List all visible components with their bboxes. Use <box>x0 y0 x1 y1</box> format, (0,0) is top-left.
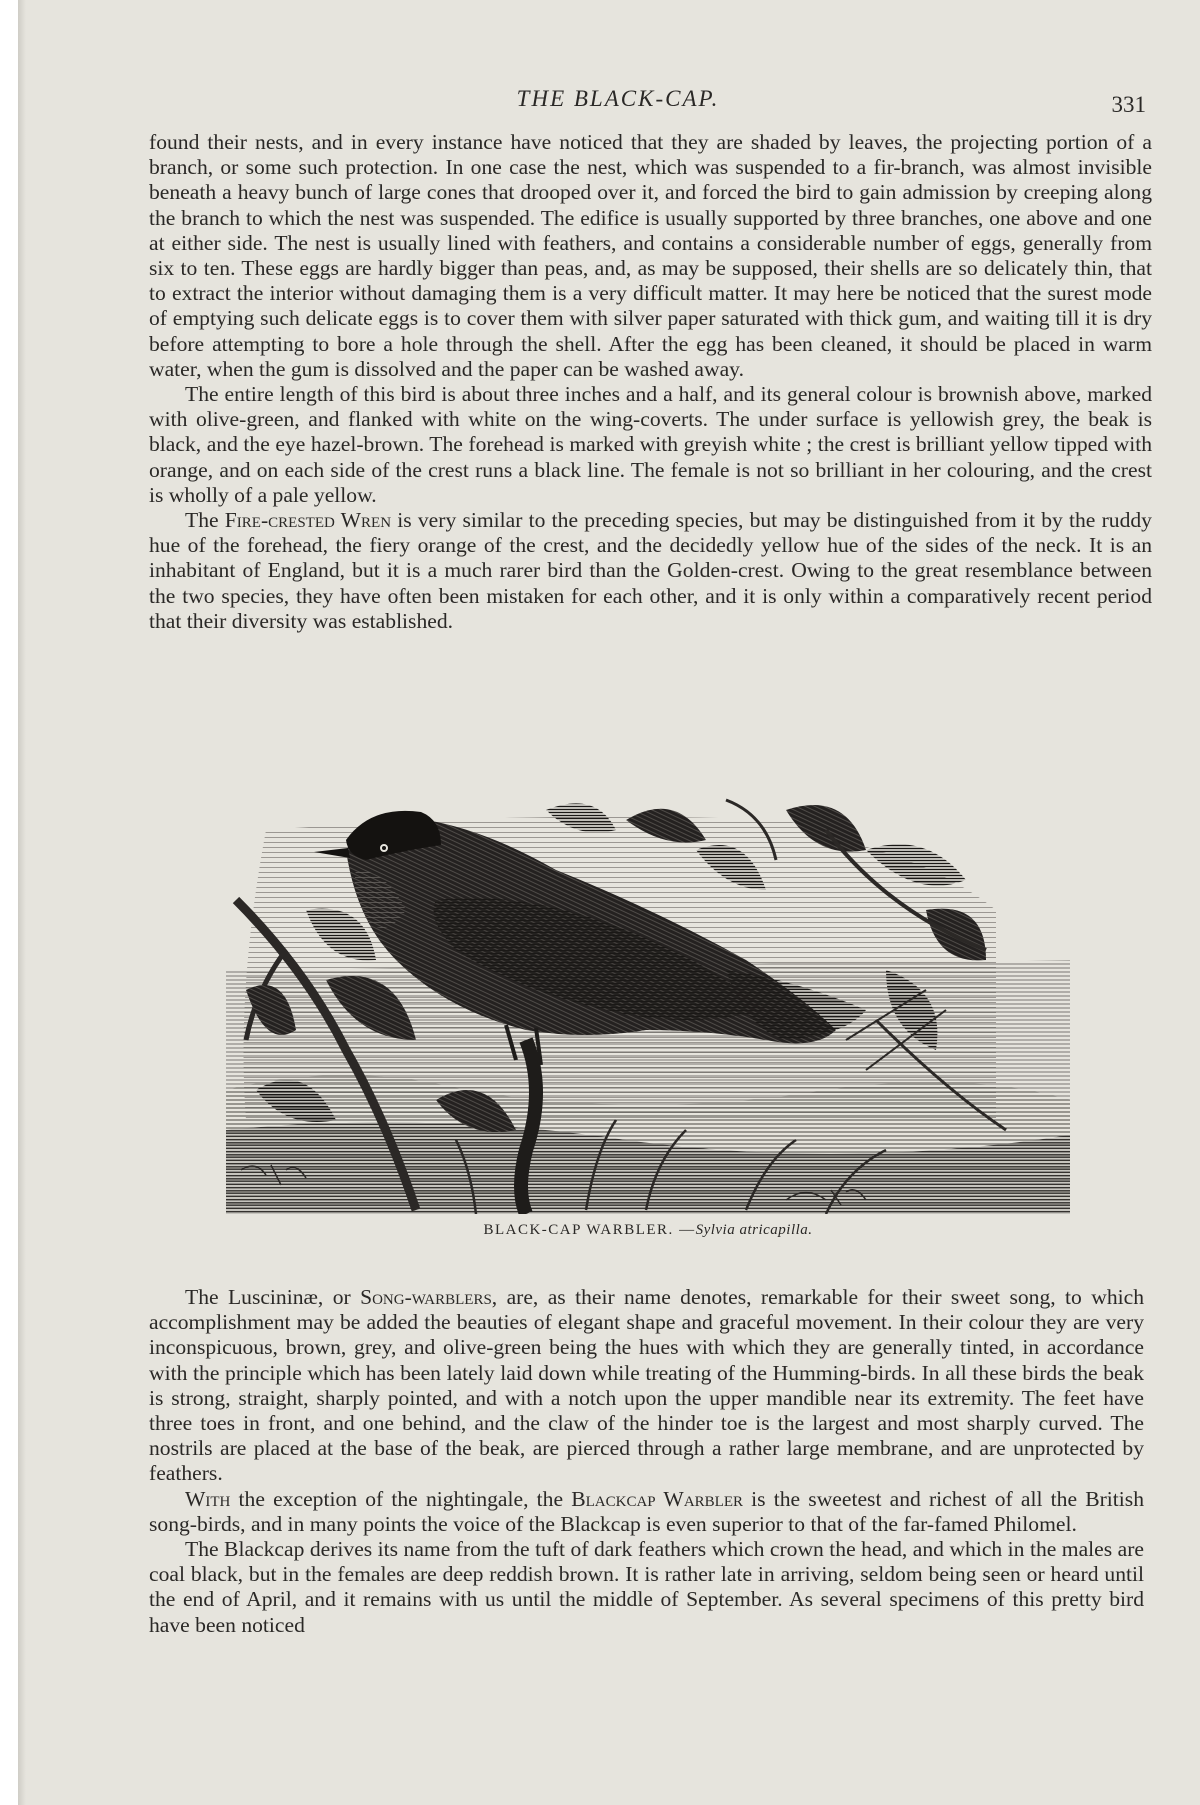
paragraph-fire-crested-wren <box>149 508 1152 634</box>
upper-text-block <box>149 130 1152 634</box>
paragraph-blackcap-name: The Blackcap derives its name from the tuft of dark feathers which crown the head, and which in the males are coal black, but in the females are deep reddish brown. It is rather late in arriving, seldom being seen or heard until the end of April, and it remains with us until the middle of September. As several specimens of this pretty bird have been noticed <box>149 1537 1144 1637</box>
blackcap-engraving <box>226 790 1070 1214</box>
group-name: Song-warblers <box>360 1285 492 1309</box>
paragraph-text: The Luscininæ, or <box>185 1285 361 1309</box>
lower-text-block <box>149 1285 1144 1638</box>
book-page <box>18 0 1200 1805</box>
paragraph-text: The <box>185 508 225 533</box>
caption-latin-name: Sylvia atricapilla. <box>695 1222 813 1238</box>
caption-title: BLACK-CAP WARBLER. <box>483 1222 674 1238</box>
paragraph-nests: found their nests, and in every instance have noticed that they are shaded by leaves, the projecting portion of a branch, or some such protection. In one case the nest, which was suspended to a fir-branch, was almost invisible beneath a heavy bunch of large cones that drooped over it, and forced the bird to gain admission by creeping along the branch to which the nest was suspended. The edifice is usually supported by three branches, one above and one at either side. The nest is usually lined with feathers, and contains a considerable number of eggs, generally from six to ten. These eggs are hardly bigger than peas, and, as may be supposed, their shells are so delicately thin, that to extract the interior without damaging them is a very difficult matter. It may here be noticed that the surest mode of emptying such delicate eggs is to cover them with silver paper saturated with thick gum, and waiting till it is dry before attempting to bore a hole through the shell. After the egg has been cleaned, it should be placed in warm water, when the gum is dissolved and the paper can be washed away. <box>149 130 1152 381</box>
paragraph-song-warblers <box>149 1285 1144 1487</box>
running-head: THE BLACK-CAP. <box>516 86 720 111</box>
page-edge-shadow <box>18 0 26 1805</box>
paragraph-text: , are, as their name denotes, remarkable for their sweet song, to which accomplishment may be added the beauties of elegant shape and graceful movement. In their colour they are very inconspicuous, brown, grey, and olive-green being the hues with which they are generally tinted, in accordance with the principle which has been lately laid down while treating of the Humming-birds. In all these birds the beak is strong, straight, sharply pointed, and with a notch upon the upper mandible near its extremity. The feet have three toes in front, and one behind, and the claw of the hinder toe is the largest and most sharply curved. The nostrils are placed at the base of the beak, are pierced through a rather large membrane, and are unprotected by feathers. <box>149 1285 1145 1486</box>
paragraph-blackcap-song <box>149 1487 1144 1537</box>
paragraph-text: is very similar to the preceding species, but may be distinguished from it by the ruddy hue of the forehead, the fiery orange of the crest, and the decidedly yellow hue of the sides of the neck. It is an inhabitant of England, but it is a much rarer bird than the Golden-crest. Owing to the great resemblance between the two species, they have often been mistaken for each other, and it is only within a comparatively recent period that their diversity was established. <box>149 508 1152 633</box>
species-name: Fire-crested Wren <box>224 508 392 533</box>
lead-word: With <box>185 1486 231 1511</box>
engraving-illustration <box>226 790 1070 1214</box>
page-number: 331 <box>1111 92 1146 117</box>
caption-dash: — <box>673 1222 696 1238</box>
paragraph-text: the exception of the nightingale, the <box>230 1486 572 1511</box>
species-name: Blackcap Warbler <box>571 1486 743 1511</box>
figure-caption <box>226 1222 1070 1239</box>
paragraph-description: The entire length of this bird is about three inches and a half, and its general colour is brownish above, marked with olive-green, and flanked with white on the wing-coverts. The under surface is yellowish grey, the beak is black, and the eye hazel-brown. The forehead is marked with greyish white ; the crest is brilliant yellow tipped with orange, and on each side of the crest runs a black line. The female is not so brilliant in her colouring, and the crest is wholly of a pale yellow. <box>149 382 1152 507</box>
paragraph-text: is the sweetest and richest of all the British song-birds, and in many points the voice of the Blackcap is even superior to that of the far-famed Philomel. <box>149 1486 1144 1536</box>
